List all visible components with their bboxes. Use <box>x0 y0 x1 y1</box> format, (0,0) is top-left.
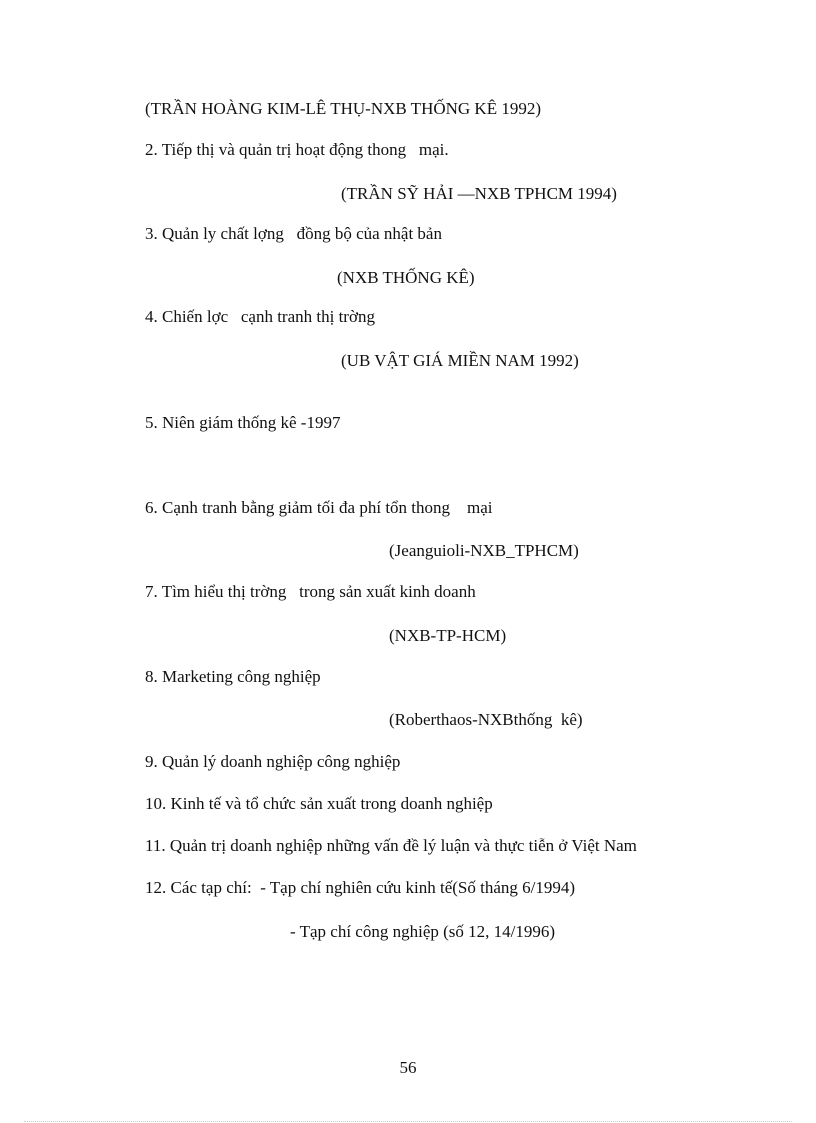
reference-item-12-sub: - Tạp chí công nghiệp (số 12, 14/1996) <box>290 922 556 941</box>
reference-publisher-3: (NXB THỐNG KÊ) <box>337 268 475 287</box>
reference-item-2: 2. Tiếp thị và quản trị hoạt động thong mại. <box>145 140 449 159</box>
reference-item-12: 12. Các tạp chí: - Tạp chí nghiên cứu kinh tế(Số tháng 6/1994) <box>145 878 576 897</box>
reference-item-8: 8. Marketing công nghiệp <box>145 667 321 686</box>
reference-publisher-2: (TRẦN SỸ HẢI —NXB TPHCM 1994) <box>341 184 617 203</box>
reference-item-4: 4. Chiến lợc cạnh tranh thị trờng <box>145 307 375 326</box>
reference-publisher-8: (Roberthaos-NXBthống kê) <box>389 710 583 729</box>
reference-item-3: 3. Quản ly chất lợng đồng bộ của nhật bản <box>145 224 442 243</box>
page-number: 56 <box>399 1058 417 1077</box>
page-bottom-border <box>24 1121 792 1122</box>
reference-publisher-1: (TRẦN HOÀNG KIM-LÊ THỤ-NXB THỐNG KÊ 1992) <box>145 99 541 118</box>
reference-publisher-6: (Jeanguioli-NXB_TPHCM) <box>389 541 579 560</box>
reference-item-7: 7. Tìm hiểu thị trờng trong sản xuất kinh doanh <box>145 582 476 601</box>
reference-publisher-4: (UB VẬT GIÁ MIỀN NAM 1992) <box>341 351 579 370</box>
reference-item-11: 11. Quản trị doanh nghiệp những vấn đề lý luận và thực tiễn ở Việt Nam <box>145 836 637 855</box>
reference-publisher-7: (NXB-TP-HCM) <box>389 626 507 645</box>
reference-item-6: 6. Cạnh tranh bằng giảm tối đa phí tổn thong mại <box>145 498 493 517</box>
reference-item-10: 10. Kinh tế và tổ chức sản xuất trong doanh nghiệp <box>145 794 493 813</box>
reference-item-5: 5. Niên giám thống kê -1997 <box>145 413 341 432</box>
reference-item-9: 9. Quản lý doanh nghiệp công nghiệp <box>145 752 401 771</box>
